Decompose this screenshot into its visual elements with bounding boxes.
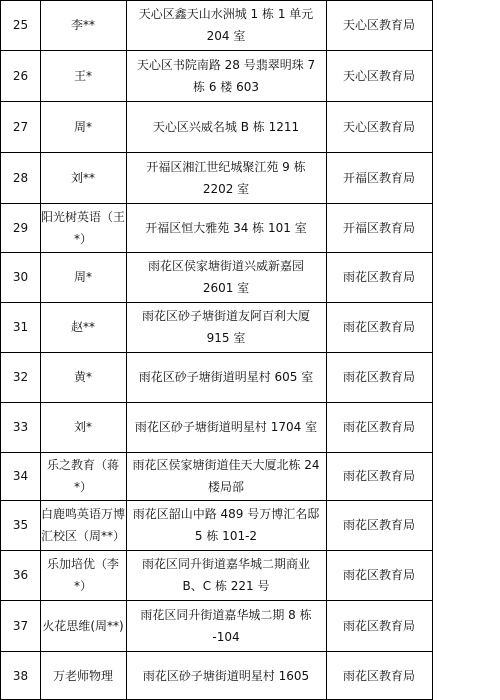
- table-row: [0, 550, 500, 600]
- address-cell: 雨花区同升街道嘉华城二期 8 栋 -104: [140, 607, 312, 644]
- column-divider: [40, 0, 41, 700]
- row-divider: [0, 452, 433, 453]
- table-row: [0, 402, 500, 452]
- table-row: [0, 152, 500, 203]
- table-row: [0, 352, 500, 402]
- address-cell: 天心区兴威名城 B 栋 1211: [152, 119, 300, 134]
- address-cell: 雨花区侯家塘街道兴威新嘉园 2601 室: [147, 259, 304, 295]
- address-cell: 雨花区砂子塘街道友阿百利大厦 915 室: [141, 309, 310, 345]
- table-row: [0, 0, 500, 50]
- row-divider: [0, 402, 433, 403]
- column-divider: [126, 0, 127, 700]
- authority-cell: 雨花区教育局: [342, 668, 415, 683]
- table-row: [0, 500, 500, 550]
- authority-cell: 天心区教育局: [342, 18, 415, 32]
- name-cell: 周*: [73, 119, 92, 134]
- name-cell: 李**: [70, 18, 95, 32]
- authority-cell: 天心区教育局: [342, 119, 415, 134]
- authority-cell: 雨花区教育局: [342, 518, 415, 532]
- address-cell: 雨花区侯家塘街道佳天大厦北栋 24 楼局部: [132, 458, 320, 494]
- address-cell: 开福区恒大雅苑 34 栋 101 室: [145, 220, 307, 235]
- row-divider: [0, 152, 433, 153]
- name-cell: 阳光树英语（王*）: [41, 209, 126, 246]
- row-number: 31: [12, 320, 29, 334]
- name-cell: 刘*: [73, 420, 92, 434]
- table-row: [0, 600, 500, 651]
- column-divider: [0, 0, 1, 700]
- table-row: [0, 252, 500, 302]
- name-cell: 万老师物理: [52, 668, 113, 683]
- name-cell: 王*: [73, 68, 92, 83]
- row-divider: [0, 101, 433, 102]
- authority-cell: 开福区教育局: [342, 220, 415, 235]
- name-cell: 乐加培优（李*）: [46, 557, 119, 593]
- address-cell: 雨花区砂子塘街道明星村 605 室: [138, 370, 314, 384]
- address-cell: 开福区湘江世纪城聚江苑 9 栋 2202 室: [146, 159, 306, 196]
- row-number: 27: [12, 119, 29, 134]
- row-divider: [0, 352, 433, 353]
- row-divider: [0, 500, 433, 501]
- row-number: 38: [12, 668, 29, 683]
- row-divider: [0, 550, 433, 551]
- authority-cell: 开福区教育局: [342, 170, 415, 185]
- table-row: [0, 452, 500, 500]
- address-cell: 天心区书院南路 28 号翡翠明珠 7 栋 6 楼 603: [136, 57, 316, 94]
- row-divider: [0, 50, 433, 51]
- authority-cell: 雨花区教育局: [342, 370, 415, 384]
- authority-cell: 雨花区教育局: [342, 270, 415, 284]
- name-cell: 赵**: [70, 320, 95, 334]
- name-cell: 乐之教育（蒋*）: [46, 458, 119, 494]
- authority-cell: 雨花区教育局: [342, 420, 415, 434]
- address-cell: 天心区鑫天山水洲城 1 栋 1 单元 204 室: [138, 7, 314, 43]
- row-number: 26: [12, 68, 29, 83]
- row-divider: [0, 600, 433, 601]
- row-number: 28: [12, 170, 29, 185]
- address-cell: 雨花区韶山中路 489 号万博汇名邸 5 栋 101-2: [132, 507, 320, 543]
- table-row: [0, 203, 500, 252]
- authority-cell: 天心区教育局: [342, 68, 415, 83]
- row-divider: [0, 0, 433, 1]
- table-row: [0, 302, 500, 352]
- address-cell: 雨花区同升街道嘉华城二期商业 B、C 栋 221 号: [141, 557, 310, 593]
- row-number: 37: [12, 618, 29, 633]
- table-row: [0, 651, 500, 700]
- name-cell: 火花思维(周**): [42, 618, 124, 633]
- name-cell: 白鹿鸣英语万博汇校区（周**）: [41, 507, 126, 543]
- authority-cell: 雨花区教育局: [342, 320, 415, 334]
- row-number: 36: [12, 568, 29, 582]
- row-number: 35: [12, 518, 29, 532]
- address-cell: 雨花区砂子塘街道明星村 1605: [142, 668, 310, 683]
- address-cell: 雨花区砂子塘街道明星村 1704 室: [134, 420, 318, 434]
- authority-cell: 雨花区教育局: [342, 568, 415, 582]
- authority-cell: 雨花区教育局: [342, 618, 415, 633]
- row-number: 34: [12, 469, 29, 483]
- column-divider: [432, 0, 433, 700]
- row-divider: [0, 203, 433, 204]
- table-row: [0, 101, 500, 152]
- row-number: 32: [12, 370, 29, 384]
- column-divider: [326, 0, 327, 700]
- row-number: 25: [12, 18, 29, 32]
- name-cell: 刘**: [70, 170, 95, 185]
- row-number: 30: [12, 270, 29, 284]
- row-divider: [0, 252, 433, 253]
- table-row: [0, 50, 500, 101]
- row-number: 29: [12, 220, 29, 235]
- authority-cell: 雨花区教育局: [342, 469, 415, 483]
- name-cell: 黄*: [73, 370, 92, 384]
- name-cell: 周*: [73, 270, 92, 284]
- row-divider: [0, 302, 433, 303]
- row-number: 33: [12, 420, 29, 434]
- row-divider: [0, 651, 433, 652]
